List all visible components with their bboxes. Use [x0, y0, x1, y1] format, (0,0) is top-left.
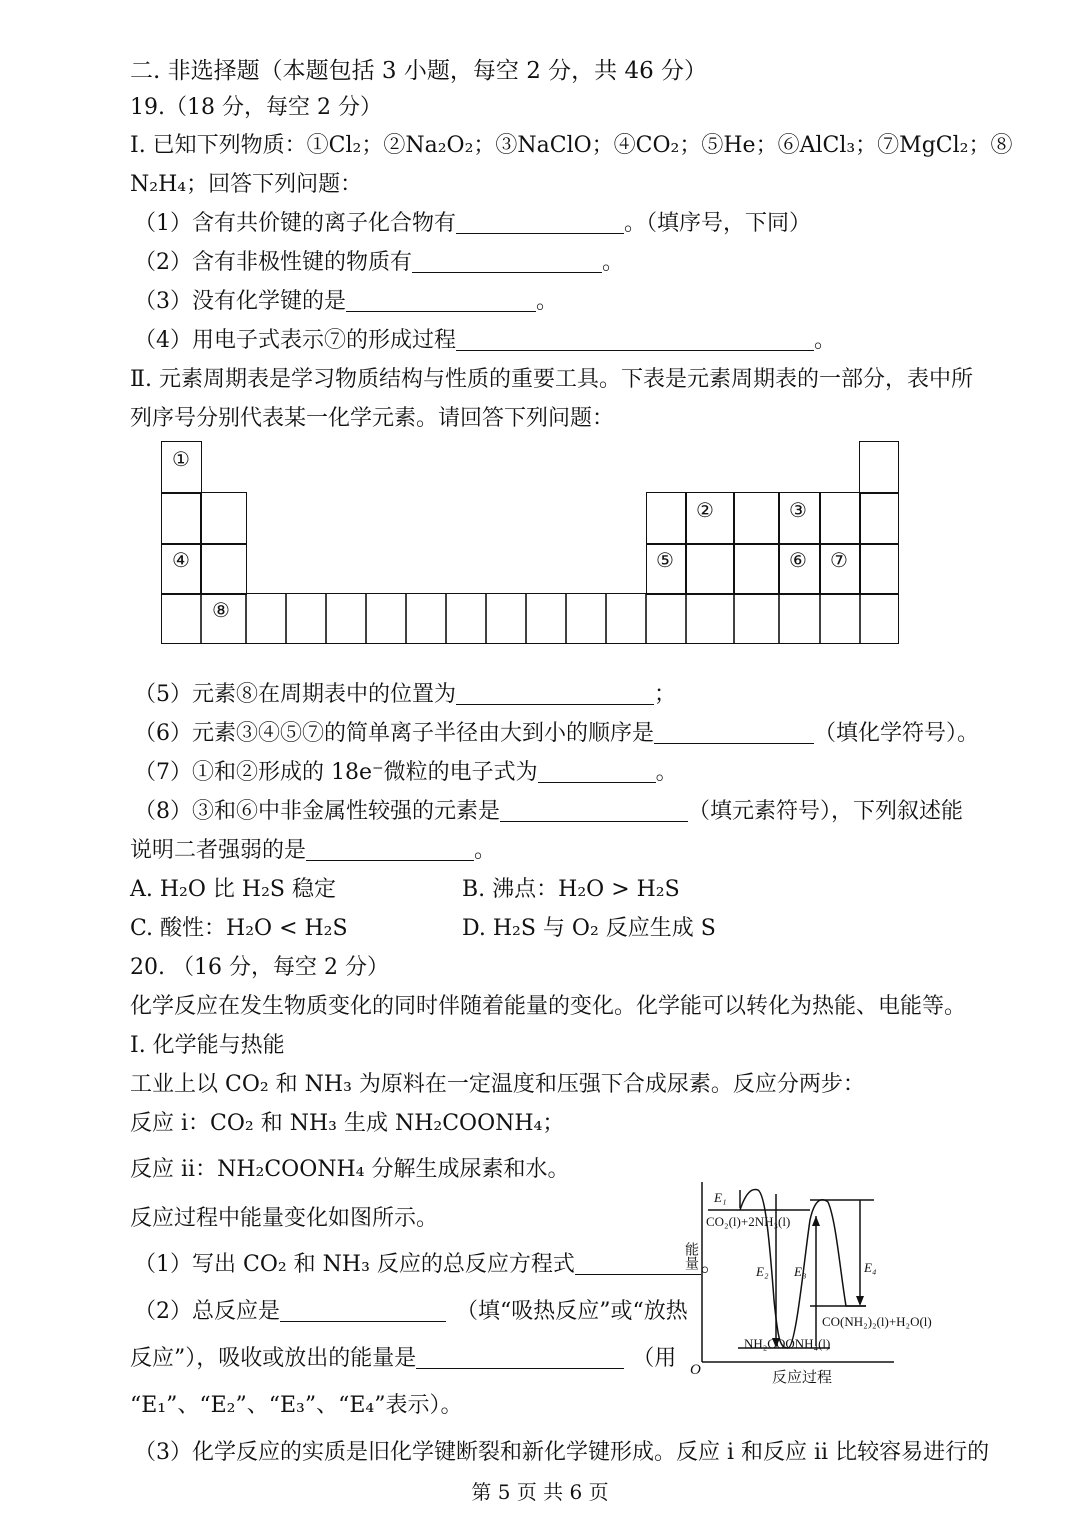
label-e2: E₂ — [756, 1264, 769, 1279]
q20-sub2-note: （填“吸热反应”或“放热 — [456, 1299, 688, 1324]
answer-blank[interactable] — [500, 799, 688, 822]
q19-sub7 — [134, 758, 678, 788]
q19-sub3-text: （3）没有化学键的是 — [134, 289, 346, 314]
q20-sub1-text: （1）写出 CO₂ 和 NH₃ 反应的总反应方程式 — [134, 1252, 575, 1277]
period: 。 — [814, 328, 837, 353]
label-energy-axis: 能量 — [683, 1242, 698, 1270]
q19-sub6-note: （填化学符号）。 — [814, 721, 980, 746]
q20-part1: I. 化学能与热能 — [130, 1033, 285, 1058]
q19-sub1-text: （1）含有共价键的离子化合物有 — [134, 211, 456, 236]
q19-sub6 — [134, 719, 979, 749]
label-origin: O — [690, 1362, 701, 1378]
answer-blank[interactable] — [416, 1346, 624, 1369]
label-e1: E₁ — [714, 1190, 727, 1205]
pt-mark-8: ⑧ — [212, 598, 230, 622]
q19-sub8-note: （填元素符号），下列叙述能 — [688, 799, 964, 824]
answer-blank[interactable] — [306, 838, 474, 861]
q19-sub2-text: （2）含有非极性键的物质有 — [134, 250, 412, 275]
q20-sub2-use: （用 — [632, 1346, 677, 1371]
period: 。 — [700, 1252, 723, 1277]
q19-sub4-text: （4）用电子式表示⑦的形成过程 — [134, 328, 456, 353]
q19-header: 19.（18 分，每空 2 分） — [130, 95, 382, 120]
label-x-axis: 反应过程 — [772, 1370, 833, 1386]
period: 。 — [602, 250, 625, 275]
q20-line3: 反应 ii：NH₂COONH₄ 分解生成尿素和水。 — [130, 1157, 570, 1182]
option-c: C. 酸性：H₂O < H₂S — [130, 916, 348, 941]
q19-sub8-cont — [130, 836, 496, 866]
q20-line1: 工业上以 CO₂ 和 NH₃ 为原料在一定温度和压强下合成尿素。反应分两步： — [130, 1072, 865, 1097]
q19-sub1-note: 。（填序号，下同） — [624, 211, 812, 236]
label-products: CO(NH₂)₂(l)+H₂O(l) — [822, 1314, 932, 1329]
period: 。 — [474, 838, 497, 863]
q19-sub8-text: （8）③和⑥中非金属性较强的元素是 — [134, 799, 500, 824]
energy-diagram — [680, 1180, 960, 1390]
q20-sub1 — [134, 1250, 723, 1280]
pt-mark-1: ① — [172, 447, 190, 471]
q19-part1-intro-a: Ⅰ. 已知下列物质：①Cl₂；②Na₂O₂；③NaClO；④CO₂；⑤He；⑥AlCl₃；⑦MgCl₂；⑧ — [130, 133, 1013, 158]
pt-mark-3: ③ — [789, 498, 807, 522]
q20-sub2-e: “E₁”、“E₂”、“E₃”、“E₄”表示）。 — [130, 1393, 463, 1418]
period: 。 — [536, 289, 559, 314]
q19-sub6-text: （6）元素③④⑤⑦的简单离子半径由大到小的顺序是 — [134, 721, 654, 746]
option-a: A. H₂O 比 H₂S 稳定 — [130, 877, 336, 902]
label-e3: E₃ — [794, 1264, 807, 1279]
q19-part1-intro-b: N₂H₄；回答下列问题： — [130, 172, 363, 197]
q19-sub7-text: （7）①和②形成的 18e⁻微粒的电子式为 — [134, 760, 538, 785]
pt-mark-4: ④ — [172, 548, 190, 572]
label-intermediate: NH₂COONH₄(l) — [744, 1336, 831, 1351]
answer-blank[interactable] — [538, 760, 656, 783]
energy-diagram-svg — [680, 1180, 960, 1390]
pt-mark-2: ② — [696, 498, 714, 522]
q20-sub2-cont-text: 反应”），吸收或放出的能量是 — [130, 1346, 417, 1371]
page-footer: 第 5 页 共 6 页 — [471, 1480, 609, 1504]
answer-blank[interactable] — [280, 1299, 446, 1322]
q20-sub3: （3）化学反应的实质是旧化学键断裂和新化学键形成。反应 i 和反应 ii 比较容易进行的 — [134, 1440, 990, 1465]
option-b: B. 沸点：H₂O > H₂S — [462, 877, 680, 902]
pt-mark-5: ⑤ — [656, 548, 674, 572]
q20-line4: 反应过程中能量变化如图所示。 — [130, 1206, 439, 1231]
q19-sub8 — [134, 797, 963, 827]
pt-mark-6: ⑥ — [789, 548, 807, 572]
period: 。 — [655, 760, 678, 785]
section-title: 二. 非选择题（本题包括 3 小题，每空 2 分，共 46 分） — [130, 58, 708, 84]
q19-sub5-text: （5）元素⑧在周期表中的位置为 — [134, 682, 456, 707]
q19-part2-b: 列序号分别代表某一化学元素。请回答下列问题： — [130, 406, 615, 431]
q19-part2-a: Ⅱ. 元素周期表是学习物质结构与性质的重要工具。下表是元素周期表的一部分，表中所 — [130, 367, 973, 392]
q19-sub5 — [134, 680, 676, 710]
q20-intro: 化学反应在发生物质变化的同时伴随着能量的变化。化学能可以转化为热能、电能等。 — [130, 994, 967, 1019]
q19-sub8-cont-text: 说明二者强弱的是 — [130, 838, 307, 863]
answer-blank[interactable] — [654, 721, 814, 744]
label-e4: E₄ — [864, 1260, 877, 1275]
q20-line2: 反应 i：CO₂ 和 NH₃ 生成 NH₂COONH₄； — [130, 1111, 565, 1136]
q20-sub2-text: （2）总反应是 — [134, 1299, 280, 1324]
label-reactants: CO₂(l)+2NH₃(l) — [706, 1214, 791, 1229]
q20-sub2-cont — [130, 1344, 676, 1374]
q20-header: 20. （16 分，每空 2 分） — [130, 955, 389, 980]
semicolon: ； — [654, 682, 677, 707]
q20-sub2 — [134, 1297, 688, 1327]
option-d: D. H₂S 与 O₂ 反应生成 S — [462, 916, 716, 941]
answer-blank[interactable] — [456, 682, 654, 705]
pt-mark-7: ⑦ — [830, 548, 848, 572]
